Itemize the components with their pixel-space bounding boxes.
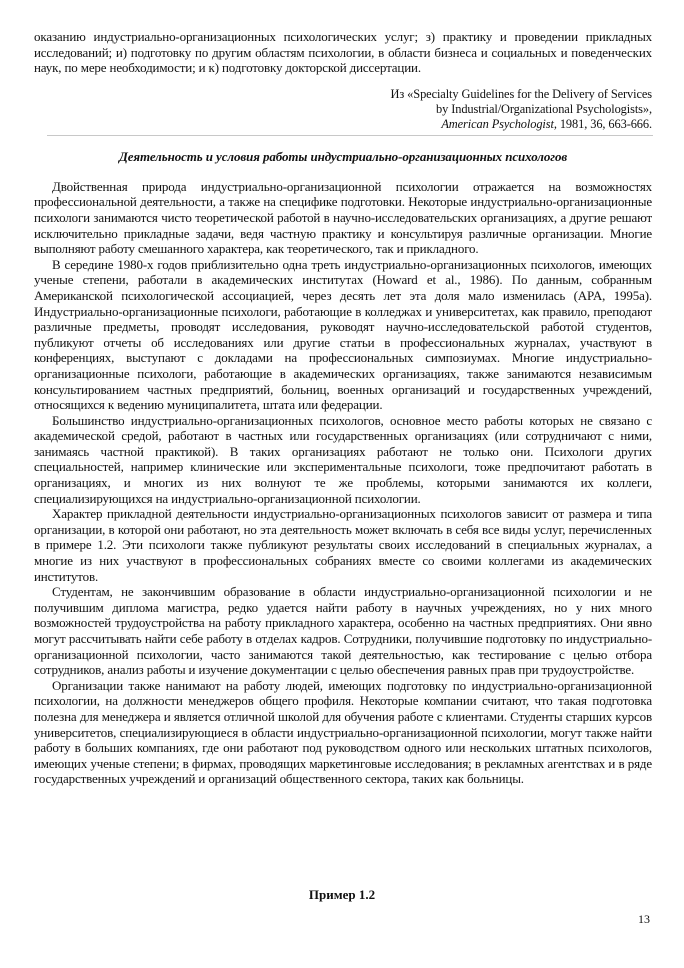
citation-line-3 xyxy=(34,117,652,132)
section-title: Деятельность и условия работы индустриально-организационных психологов xyxy=(118,148,568,164)
citation-line-2: by Industrial/Organizational Psychologists», xyxy=(436,101,652,116)
citation-details: 1981, 36, 663-666. xyxy=(556,116,652,131)
body-paragraph-6: Организации также нанимают на работу людей, имеющих подготовку по индустриально-организационной психологии, на должности менеджеров общего профиля. Некоторые компании считают, что такая подготовка полезна для менеджера и является отличной школой для обучения работе с клиентами. Студенты старших курсов университетов, специализирующиеся в области индустриально-организационной психологии, могут также найти работу в больших компаниях, где они работают под руководством одного или нескольких штатных психологов, имеющих ученые степени; в фирмах, проводящих маркетинговые исследования; в рекламных агентствах и в ряде государственных учреждений и организаций общественного сектора, таких как больницы. xyxy=(34,677,652,787)
body-paragraph-4: Характер прикладной деятельности индустриально-организационных психологов зависит от размера и типа организации, в которой они работают, но эта деятельность может включать в себя все виды услуг, перечисленных в примере 1.2. Эти психологи также публикуют результаты своих исследований в специальных журналах, а многие из них участвуют в профессиональных собраниях вместе со своими коллегами из академических институтов. xyxy=(34,506,652,584)
example-title: Пример 1.2 xyxy=(308,887,376,902)
page-number: 13 xyxy=(638,912,650,926)
body-paragraph-5: Студентам, не закончившим образование в области индустриально-организационной психологии и не получившим диплома магистра, редко удается найти работу в научных учреждениях, но у них много возможностей трудоустройства на работу прикладного характера, особенно на частных предприятиях. Они явно могут рассчитывать найти себе работу в отделах кадров. Сотрудники, получившие подготовку по индустриально-организационной психологии, часто занимаются такой деятельностью, как тестирование с целью отбора сотрудников, анализ работы и изучение документации с целью обеспечения равных прав при трудоустройстве. xyxy=(34,584,652,678)
citation-line-1: Из «Specialty Guidelines for the Delivery of Services xyxy=(390,86,652,101)
citation-journal: American Psychologist, xyxy=(441,116,557,131)
citation xyxy=(34,87,652,132)
page-body xyxy=(34,29,652,787)
intro-paragraph: оказанию индустриально-организационных психологических услуг; з) практику и проведении прикладных исследований; и) подготовку по другим областям психологии, в области бизнеса и социальных и поведенческих наук, по мере необходимости; и к) подготовку докторской диссертации. xyxy=(34,29,652,76)
body-paragraph-3: Большинство индустриально-организационных психологов, основное место работы которых не связано с академической средой, работают в частных или государственных организациях (или сотрудничают с ними, занимаясь частной практикой). В таких организациях работают не только они. Психологи других специальностей, например клинические или экспериментальные психологи, тоже предпочитают работать в организациях, и многих из них волнуют те же проблемы, которыми занимаются их коллеги, специализирующихся на индустриально-организационной психологии. xyxy=(34,412,652,506)
body-paragraph-2: В середине 1980-х годов приблизительно одна треть индустриально-организационных психологов, имеющих ученые степени, работали в академических институтах (Howard et al., 1986). По данным, собранным Американской психологической ассоциацией, через десять лет эта доля мало изменилась (APA, 1995a). Индустриально-организационные психологи, работающие в колледжах и университетах, как правило, преподают различные предметы, проводят исследования, руководят научно-исследовательской работой студентов, публикуют отчеты об исследованиях или другие статьи в профессиональных журналах, участвуют в конференциях, выступают с докладами на профессиональных симпозиумах. Многие индустриально-организационные психологи, работающие в академических организациях, также занимаются независимым консультированием частных предприятий, больниц, военных организаций и государственных учреждений, относящихся к ведению муниципалитета, штата или федерации. xyxy=(34,256,652,413)
horizontal-rule xyxy=(47,135,653,136)
body-paragraph-1: Двойственная природа индустриально-организационной психологии отражается на возможностях профессиональной деятельности, а также на специфике подготовки. Некоторые индустриально-организационные психологи занимаются чисто теоретической работой в научно-исследовательских организациях, а другие решают исключительно прикладные задачи, ведя частную практику и консультируя различные организации. Многие выполняют работу смешанного характера, как теоретического, так и прикладного. xyxy=(34,178,652,257)
